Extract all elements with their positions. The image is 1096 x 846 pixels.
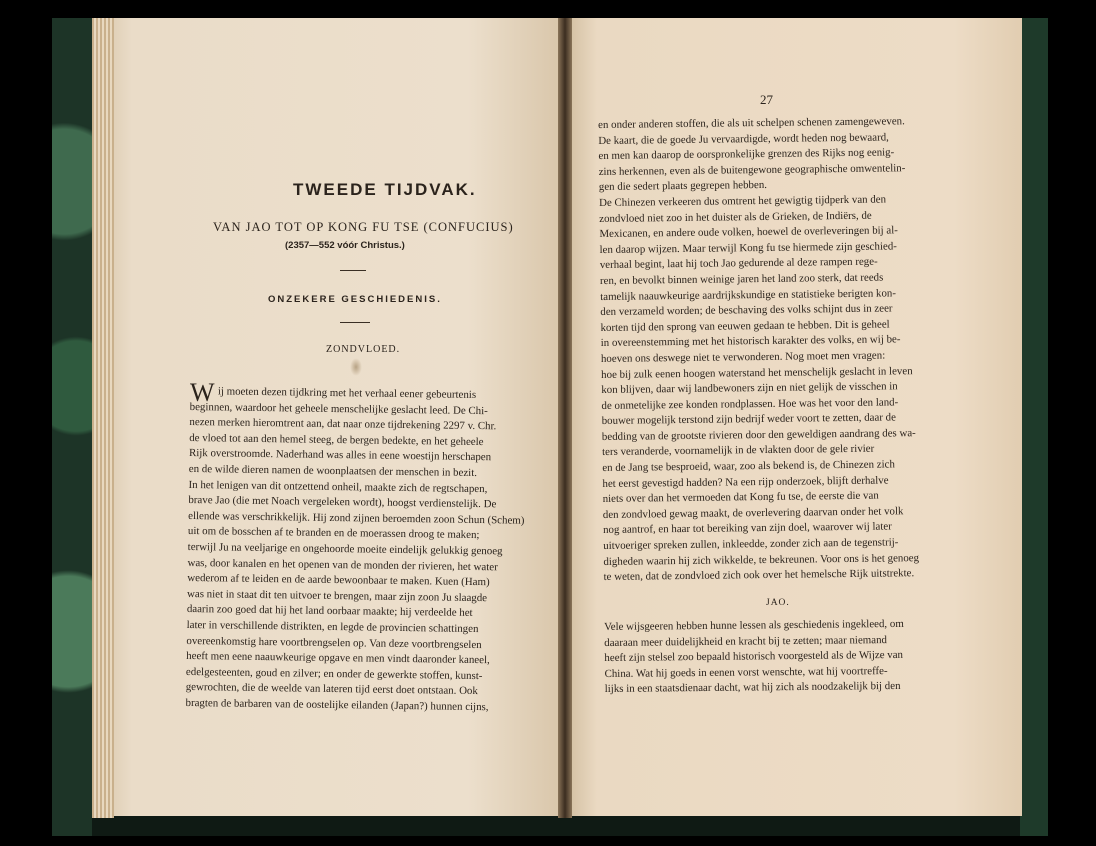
divider — [340, 270, 366, 271]
divider — [340, 322, 370, 323]
text-line: daaraan meer duidelijkheid en kracht bij te zetten; maar niemand — [604, 633, 888, 649]
text-line: te weten, dat de zondvloed zich ook over het hemelsche Rijk uitstrekte. — [603, 567, 915, 584]
text-line: was niet in staat dit ten uitvoer te brengen, maar zijn zoon Ju slaagde — [186, 587, 488, 604]
text-line: in overeenstemming met het historisch karakter des volks, en wij be- — [600, 333, 901, 350]
section-heading: ONZEKERE GESCHIEDENIS. — [268, 294, 442, 305]
text-line: terwijl Ju na veeljarige en ongehoorde moeite eindelijk gelukkig genoeg — [187, 540, 503, 558]
text-line: beginnen, waardoor het geheele menschelijke geslacht leed. De Chi- — [189, 400, 488, 417]
drop-cap: W — [190, 378, 215, 407]
text-line: bedding van de grootste rivieren door den geweldigen aandrang des wa- — [601, 427, 916, 443]
text-line: tamelijk naauwkeurige aardrijkskundige en statistieke berigten kon- — [600, 286, 896, 303]
text-line: ellende was verschrikkelijk. Hij zond zijnen beroemden zoon Schun (Schem) — [188, 509, 525, 527]
book-cover-right — [1020, 18, 1048, 836]
text-line: ters veranderde, voornamelijk in de vlakten door de gele rivier — [602, 443, 875, 459]
subsection-heading: ZONDVLOED. — [326, 344, 401, 355]
text-line: bragten de barbaren van de oostelijke eilanden (Japan?) hunnen cijns, — [185, 696, 489, 714]
right-body-text — [598, 113, 980, 585]
text-line: gewrochten, die de weelde van lateren tijd eerst doet ontstaan. Ook — [185, 681, 478, 698]
text-line: Mexicanen, en andere oude volken, hoewel de overleveringen bij al- — [599, 224, 898, 241]
text-line: en de Jang tse besproeid, waar, zoo als bekend is, de Chinezen zich — [602, 458, 895, 475]
text-line: heeft men eene naauwkeurige opgave en men vindt daaronder kaneel, — [186, 650, 490, 667]
text-line: den zondvloed gewag maakt, de overlevering daarvan onder het volk — [602, 505, 904, 521]
chapter-dates: (2357—552 vóór Christus.) — [285, 240, 405, 251]
text-line: ij moeten dezen tijdkring met het verhaal eener gebeurtenis — [217, 385, 477, 401]
text-line: was, door kanalen en het openen van de monden der rivieren, het water — [187, 556, 498, 573]
text-line: De Chinezen verkeeren dus omtrent het gewigtig tijdperk van den — [598, 193, 887, 209]
text-line: zins herkennen, even als de buitengewone geographische omwentelin- — [598, 162, 906, 178]
left-body-text — [185, 384, 540, 716]
text-line: zondvloed niet zoo in het duister als de Grieken, de Indiërs, de — [599, 209, 872, 225]
text-line: digheden waarin hij zich wikkelde, te bekreunen. Voor ons is het genoeg — [603, 551, 920, 568]
page-edges — [92, 18, 114, 818]
text-line: edelgesteenten, goud en zilver; en onder de gewerkte stoffen, kunst- — [185, 665, 483, 682]
text-line: uitvoeriger spreken zullen, inkleedde, zonder zich aan de tegenstrij- — [603, 536, 899, 552]
text-line: China. Wat hij goeds in eenen vorst wenschte, wat hij voortreffe- — [604, 664, 888, 680]
text-line: niets over dan het vermoeden dat Kong fu tse, de eerste die van — [602, 489, 879, 506]
text-line: de onmetelijke zee konden rondplassen. Hoe was het voor den land- — [601, 396, 899, 412]
text-line: lijks in een staatsdienaar dacht, wat hij zich als noodzakelijk bij den — [604, 680, 901, 696]
text-line: het eerst gevestigd hadden? Na een rijp onderzoek, blijft derhalve — [602, 474, 889, 490]
text-line: kon blijven, daar wij landbewoners zijn en niet gelijk de visschen in — [601, 380, 898, 397]
book-cover-left — [52, 18, 92, 836]
text-line: uit om de bosschen af te branden en de moerassen droog te maken; — [187, 525, 480, 542]
text-line: nog aantrof, en haar tot bereiking van zijn doel, waarover wij later — [602, 520, 892, 537]
text-line: de vloed tot aan den hemel steeg, de bergen bedekte, en het geheele — [189, 431, 484, 448]
text-line: korten tijd den sprong van eeuwen gedaan te hebben. Dit is geheel — [600, 318, 890, 334]
text-line: den verzameld worden; de beschaving des volks schijnt dus in zeer — [600, 302, 893, 319]
text-line: daarin zoo goed dat hij het land oorbaar maakte; hij verdeelde het — [186, 603, 473, 620]
chapter-title: TWEEDE TIJDVAK. — [293, 180, 477, 199]
text-line: later in verschillende distrikten, en legde de provincien schattingen — [186, 618, 479, 635]
book-gutter — [558, 18, 572, 818]
chapter-subtitle: VAN JAO TOT OP KONG FU TSE (CONFUCIUS) — [213, 220, 514, 234]
text-line: Rijk overstroomde. Naderhand was alles in eene woestijn herschapen — [188, 447, 492, 464]
text-line: en de wilde dieren namen de woonplaatsen der menschen in bezit. — [188, 462, 478, 479]
text-line: De kaart, die de goede Ju vervaardigde, wordt heden nog bewaard, — [598, 131, 889, 147]
text-line: hoeven ons deswege niet te verwonderen. Nog moet men vragen: — [600, 349, 886, 365]
text-line: overeenkomstig hare voortbrengselen op. Van deze voortbrengselen — [186, 634, 482, 651]
text-line: bouwer mogelijk terstond zijn bedrijf weder voort te zetten, daar de — [601, 411, 897, 428]
text-line: brave Jao (die met Noach vergeleken wordt), hoogst verdienstelijk. De — [188, 494, 497, 511]
subsection-heading-jao: JAO. — [766, 598, 790, 608]
text-line: verhaal begint, laat hij toch Jao gedurende al deze rampen rege- — [599, 255, 878, 272]
text-line: nezen merken hieromtrent aan, dat naar onze tijdrekening 2297 v. Chr. — [189, 416, 497, 433]
text-line: en men kan daarop de oorspronkelijke grenzen des Rijks nog eenig- — [598, 146, 895, 163]
text-line: ren, en bevolkt binnen weinige jaren het land zoo sterk, dat reeds — [599, 271, 884, 287]
text-line: gen die sedert plaats gegrepen hebben. — [598, 179, 768, 194]
text-line: len daarop wijzen. Maar terwijl Kong fu tse hiermede zijn geschied- — [599, 240, 897, 256]
text-line: wederom af te leiden en de aarde bewoonbaar te maken. Kuen (Ham) — [187, 572, 490, 589]
text-line: en onder anderen stoffen, die als uit schelpen schenen zamengeweven. — [598, 115, 905, 131]
text-line: In het lenigen van dit ontzettend onheil, maakte zich de regtschapen, — [188, 478, 488, 495]
right-body-text-2 — [604, 616, 977, 698]
page-number: 27 — [760, 92, 773, 107]
text-line: hoe bij zulk eenen hoogen waterstand het menschelijk geslacht in leven — [601, 364, 913, 381]
text-line: heeft zijn stelsel zoo bepaald historisch voorgesteld als de Wijze van — [604, 649, 904, 665]
paper-stain — [350, 358, 362, 376]
text-line: Vele wijsgeeren hebben hunne lessen als geschiedenis ingekleed, om — [604, 617, 904, 633]
